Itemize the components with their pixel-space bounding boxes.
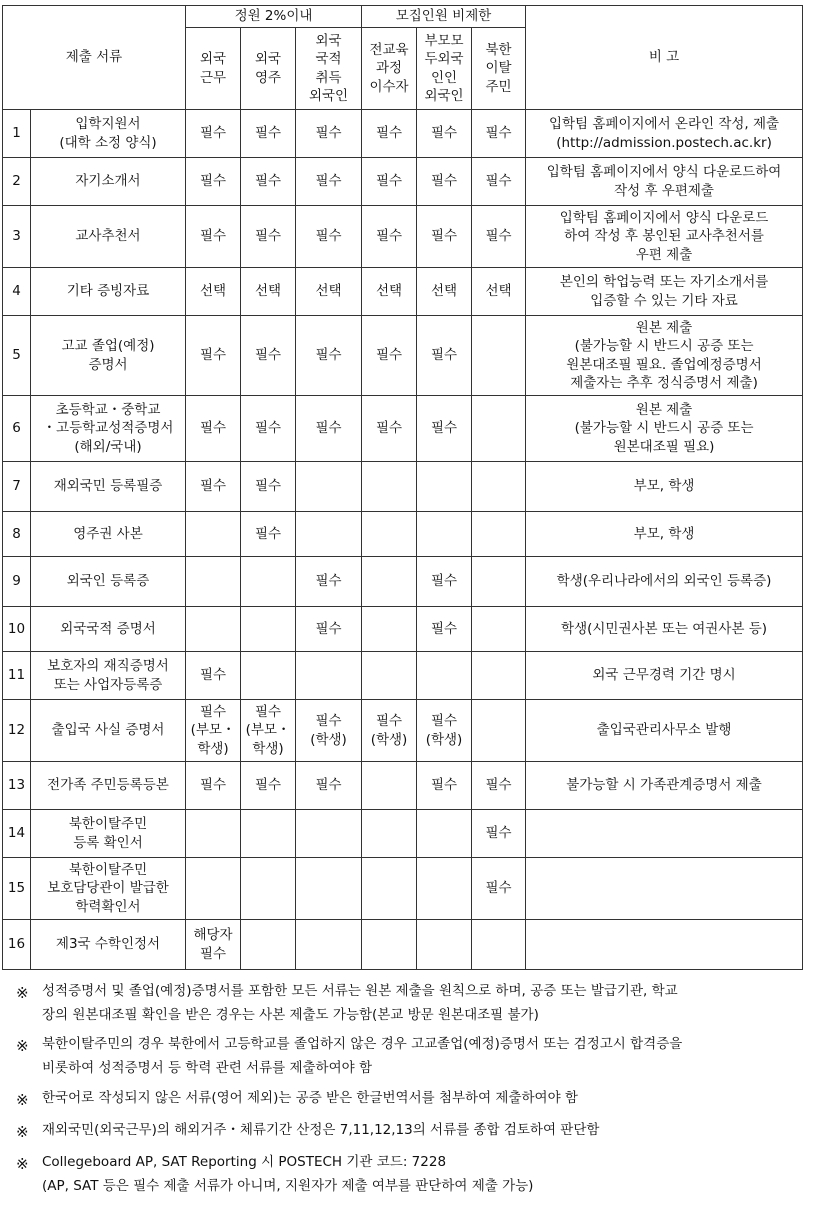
requirement-cell — [186, 858, 241, 920]
table-row — [3, 652, 803, 700]
requirement-cell: 필수 — [241, 396, 296, 462]
table-row — [3, 557, 803, 607]
requirement-cell: 필수 — [417, 110, 472, 158]
remark-cell: 부모, 학생 — [526, 462, 803, 512]
requirement-cell — [362, 762, 417, 810]
remark-cell: 입학팀 홈페이지에서 양식 다운로드하여 작성 후 우편제출 — [526, 158, 803, 206]
remark-cell — [526, 810, 803, 858]
remark-cell: 원본 제출 (불가능할 시 반드시 공증 또는 원본대조필 필요) — [526, 396, 803, 462]
table-row — [3, 158, 803, 206]
row-number: 1 — [3, 110, 31, 158]
document-name: 외국인 등록증 — [31, 557, 186, 607]
row-number: 11 — [3, 652, 31, 700]
document-name: 자기소개서 — [31, 158, 186, 206]
remark-cell: 불가능할 시 가족관계증명서 제출 — [526, 762, 803, 810]
remark-cell: 출입국관리사무소 발행 — [526, 700, 803, 762]
requirement-cell — [362, 512, 417, 557]
requirement-cell: 필수 — [417, 158, 472, 206]
row-number: 4 — [3, 268, 31, 316]
requirement-cell — [472, 557, 526, 607]
table-row — [3, 110, 803, 158]
requirement-cell — [362, 607, 417, 652]
requirement-cell — [472, 652, 526, 700]
note-text: 한국어로 작성되지 않은 서류(영어 제외)는 공증 받은 한글번역서를 첨부하여 제출하여야 함 — [42, 1089, 578, 1106]
requirement-cell: 필수 — [296, 607, 362, 652]
requirement-cell: 필수 — [186, 396, 241, 462]
requirement-cell: 선택 — [362, 268, 417, 316]
table-row — [3, 858, 803, 920]
requirement-cell — [417, 810, 472, 858]
remark-cell: 학생(시민권사본 또는 여권사본 등) — [526, 607, 803, 652]
requirement-cell: 필수 — [241, 110, 296, 158]
requirement-cell: 필수 — [241, 462, 296, 512]
requirement-cell: 필수 (부모・ 학생) — [186, 700, 241, 762]
requirement-cell: 필수 — [472, 158, 526, 206]
note-mark: ※ — [16, 1122, 29, 1141]
remark-cell: 부모, 학생 — [526, 512, 803, 557]
row-number: 8 — [3, 512, 31, 557]
document — [2, 5, 802, 970]
requirement-cell: 필수 — [186, 158, 241, 206]
requirement-cell: 선택 — [186, 268, 241, 316]
requirement-cell — [296, 652, 362, 700]
note-mark: ※ — [16, 984, 29, 1002]
row-number: 10 — [3, 607, 31, 652]
table-row — [3, 762, 803, 810]
requirement-cell — [241, 858, 296, 920]
requirement-cell: 필수 — [417, 557, 472, 607]
requirement-cell: 필수 — [472, 858, 526, 920]
requirement-cell — [362, 652, 417, 700]
table-row — [3, 607, 803, 652]
requirement-cell: 필수 — [472, 110, 526, 158]
requirement-cell: 필수 — [296, 557, 362, 607]
document-table — [2, 5, 803, 970]
requirement-cell — [417, 512, 472, 557]
requirement-cell: 필수 — [186, 110, 241, 158]
requirement-cell: 필수 — [417, 316, 472, 396]
requirement-cell — [186, 557, 241, 607]
requirement-cell: 필수 — [296, 316, 362, 396]
row-number: 16 — [3, 920, 31, 970]
document-name: 영주권 사본 — [31, 512, 186, 557]
note-mark: ※ — [16, 1037, 29, 1056]
note-item — [16, 1119, 816, 1145]
requirement-cell: 필수 — [296, 762, 362, 810]
row-number: 14 — [3, 810, 31, 858]
requirement-cell: 필수 — [186, 206, 241, 268]
remark-cell: 외국 근무경력 기간 명시 — [526, 652, 803, 700]
document-name: 재외국민 등록필증 — [31, 462, 186, 512]
requirement-cell — [186, 607, 241, 652]
row-number: 2 — [3, 158, 31, 206]
table-row — [3, 268, 803, 316]
document-name: 제3국 수학인정서 — [31, 920, 186, 970]
requirement-cell: 필수 — [362, 396, 417, 462]
requirement-cell — [417, 920, 472, 970]
table-row — [3, 512, 803, 557]
header-sub-0: 외국 근무 — [186, 28, 241, 110]
requirement-cell: 필수 — [241, 316, 296, 396]
requirement-cell — [186, 810, 241, 858]
requirement-cell: 필수 (부모・ 학생) — [241, 700, 296, 762]
requirement-cell: 필수 — [362, 316, 417, 396]
requirement-cell — [296, 858, 362, 920]
document-name: 전가족 주민등록등본 — [31, 762, 186, 810]
requirement-cell — [296, 810, 362, 858]
requirement-cell: 필수 — [296, 110, 362, 158]
requirement-cell: 필수 — [472, 810, 526, 858]
requirement-cell — [472, 700, 526, 762]
requirement-cell — [362, 557, 417, 607]
requirement-cell: 해당자 필수 — [186, 920, 241, 970]
requirement-cell — [241, 810, 296, 858]
requirement-cell: 필수 — [296, 396, 362, 462]
requirement-cell: 선택 — [296, 268, 362, 316]
header-doc: 제출 서류 — [3, 6, 186, 110]
requirement-cell: 필수 — [472, 762, 526, 810]
requirement-cell — [472, 316, 526, 396]
row-number: 15 — [3, 858, 31, 920]
document-name: 고교 졸업(예정) 증명서 — [31, 316, 186, 396]
requirement-cell: 필수 — [362, 206, 417, 268]
requirement-cell — [362, 810, 417, 858]
notes-section — [16, 980, 816, 1204]
row-number: 3 — [3, 206, 31, 268]
note-text: 성적증명서 및 졸업(예정)증명서를 포함한 모든 서류는 원본 제출을 원칙으로 하며, 공증 또는 발급기관, 학교 장의 원본대조필 확인을 받은 경우는 사본 제출도 가능함(본교 방문 원본대조필 불가) — [42, 983, 678, 1023]
requirement-cell: 필수 — [186, 316, 241, 396]
requirement-cell — [241, 607, 296, 652]
requirement-cell: 필수 — [241, 158, 296, 206]
document-name: 초등학교・중학교 ・고등학교성적증명서 (해외/국내) — [31, 396, 186, 462]
document-name: 교사추천서 — [31, 206, 186, 268]
requirement-cell — [362, 858, 417, 920]
row-number: 9 — [3, 557, 31, 607]
remark-cell: 원본 제출 (불가능할 시 반드시 공증 또는 원본대조필 필요. 졸업예정증명서 제출자는 추후 정식증명서 제출) — [526, 316, 803, 396]
requirement-cell — [186, 512, 241, 557]
requirement-cell: 필수 — [362, 158, 417, 206]
requirement-cell: 필수 — [417, 206, 472, 268]
requirement-cell — [362, 462, 417, 512]
note-text: 재외국민(외국근무)의 해외거주・체류기간 산정은 7,11,12,13의 서류를 종합 검토하여 판단함 — [42, 1121, 600, 1138]
requirement-cell: 선택 — [241, 268, 296, 316]
requirement-cell — [296, 920, 362, 970]
requirement-cell: 선택 — [472, 268, 526, 316]
row-number: 7 — [3, 462, 31, 512]
requirement-cell: 필수 — [417, 762, 472, 810]
header-group-quota: 정원 2%이내 — [186, 6, 362, 28]
document-name: 북한이탈주민 등록 확인서 — [31, 810, 186, 858]
requirement-cell: 필수 — [296, 206, 362, 268]
requirement-cell: 필수 — [186, 652, 241, 700]
note-mark: ※ — [16, 1090, 29, 1109]
requirement-cell — [417, 652, 472, 700]
requirement-cell: 필수 — [241, 762, 296, 810]
requirement-cell: 필수 — [296, 158, 362, 206]
requirement-cell — [241, 557, 296, 607]
note-item — [16, 980, 816, 1027]
remark-cell — [526, 858, 803, 920]
remark-cell: 본인의 학업능력 또는 자기소개서를 입증할 수 있는 기타 자료 — [526, 268, 803, 316]
document-name: 입학지원서 (대학 소정 양식) — [31, 110, 186, 158]
header-sub-5: 북한 이탈 주민 — [472, 28, 526, 110]
requirement-cell — [362, 920, 417, 970]
requirement-cell: 필수 (학생) — [362, 700, 417, 762]
note-text: 북한이탈주민의 경우 북한에서 고등학교를 졸업하지 않은 경우 고교졸업(예정)증명서 또는 검정고시 합격증을 비롯하여 성적증명서 등 학력 관련 서류를 제출하여야 함 — [42, 1036, 683, 1076]
document-name: 출입국 사실 증명서 — [31, 700, 186, 762]
note-mark: ※ — [16, 1155, 29, 1173]
header-sub-3: 전교육 과정 이수자 — [362, 28, 417, 110]
header-sub-1: 외국 영주 — [241, 28, 296, 110]
document-name: 북한이탈주민 보호담당관이 발급한 학력확인서 — [31, 858, 186, 920]
header-sub-4: 부모모 두외국 인인 외국인 — [417, 28, 472, 110]
document-name: 기타 증빙자료 — [31, 268, 186, 316]
requirement-cell: 필수 — [362, 110, 417, 158]
header-group-unlimited: 모집인원 비제한 — [362, 6, 526, 28]
table-row — [3, 206, 803, 268]
note-item — [16, 1151, 816, 1198]
table-row — [3, 316, 803, 396]
requirement-cell — [241, 920, 296, 970]
requirement-cell: 필수 — [186, 462, 241, 512]
requirement-cell — [472, 396, 526, 462]
requirement-cell: 필수 — [186, 762, 241, 810]
requirement-cell: 필수 — [241, 206, 296, 268]
note-item — [16, 1087, 816, 1113]
row-number: 12 — [3, 700, 31, 762]
requirement-cell: 필수 — [472, 206, 526, 268]
requirement-cell — [472, 920, 526, 970]
remark-cell — [526, 920, 803, 970]
requirement-cell: 필수 — [241, 512, 296, 557]
table-row — [3, 920, 803, 970]
document-name: 외국국적 증명서 — [31, 607, 186, 652]
requirement-cell — [472, 607, 526, 652]
remark-cell: 학생(우리나라에서의 외국인 등록증) — [526, 557, 803, 607]
note-text: Collegeboard AP, SAT Reporting 시 POSTECH 기관 코드: 7228 (AP, SAT 등은 필수 제출 서류가 아니며, 지원자가 제출 여부를 판단하여 제출 가능) — [42, 1154, 534, 1194]
remark-cell: 입학팀 홈페이지에서 양식 다운로드 하여 작성 후 봉인된 교사추천서를 우편 제출 — [526, 206, 803, 268]
header-remarks: 비 고 — [526, 6, 803, 110]
requirement-cell — [296, 462, 362, 512]
requirement-cell — [241, 652, 296, 700]
requirement-cell — [472, 462, 526, 512]
table-row — [3, 462, 803, 512]
row-number: 6 — [3, 396, 31, 462]
document-name: 보호자의 재직증명서 또는 사업자등록증 — [31, 652, 186, 700]
requirement-cell: 필수 (학생) — [296, 700, 362, 762]
requirement-cell: 필수 — [417, 607, 472, 652]
requirement-cell — [417, 858, 472, 920]
row-number: 13 — [3, 762, 31, 810]
table-row — [3, 700, 803, 762]
table-row — [3, 396, 803, 462]
note-item — [16, 1033, 816, 1080]
requirement-cell — [417, 462, 472, 512]
requirement-cell — [296, 512, 362, 557]
header-sub-2: 외국 국적 취득 외국인 — [296, 28, 362, 110]
row-number: 5 — [3, 316, 31, 396]
table-row — [3, 810, 803, 858]
remark-cell: 입학팀 홈페이지에서 온라인 작성, 제출 (http://admission.postech.ac.kr) — [526, 110, 803, 158]
requirement-cell — [472, 512, 526, 557]
requirement-cell: 필수 — [417, 396, 472, 462]
requirement-cell: 필수 (학생) — [417, 700, 472, 762]
requirement-cell: 선택 — [417, 268, 472, 316]
